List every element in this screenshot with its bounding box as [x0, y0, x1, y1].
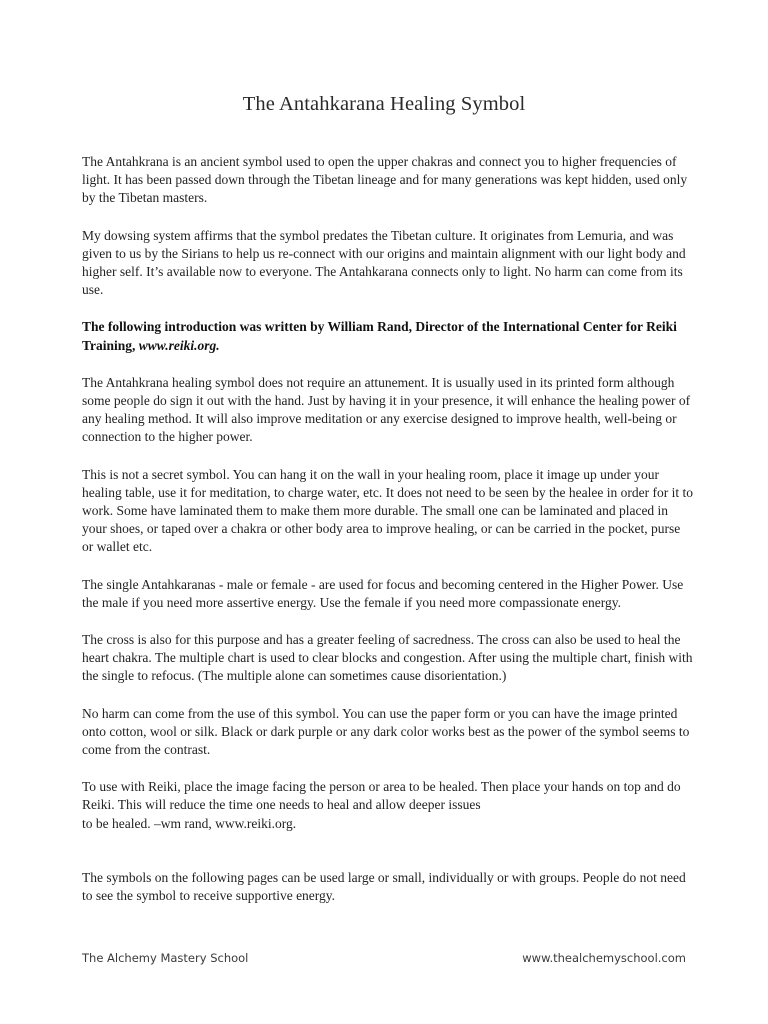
paragraph-dowsing-system: My dowsing system affirms that the symbol predates the Tibetan culture. It originates from Lemuria, and was given to us by the Sirians to help us re-connect with our origins and maintain alignment with our light body and higher self. It’s available now to everyone. The Antahkarana connects only to light. No harm can come from its use. [82, 227, 686, 298]
paragraph-cross-symbol: The cross is also for this purpose and has a greater feeling of sacredness. The cross can also be used to heal the heart chakra. The multiple chart is used to clear blocks and congestion. After using the multiple chart, finish with the single to refocus. (The multiple alone can sometimes cause disorientation.) [82, 632, 693, 684]
footer-website: www.thealchemyschool.com [522, 951, 686, 965]
footer-school-name: The Alchemy Mastery School [82, 951, 249, 965]
introduction-text: The following introduction was written by William Rand, Director of the International Center for Reiki Training, [82, 319, 677, 353]
paragraph-no-harm: No harm can come from the use of this symbol. You can use the paper form or you can have the image printed onto cotton, wool or silk. Black or dark purple or any dark color works best as the power of the symbol seems to come from the contrast. [82, 705, 690, 758]
introduction-url: www.reiki.org. [138, 337, 220, 353]
paragraph-not-secret: This is not a secret symbol. You can hang it on the wall in your healing room, place it image up under your healing table, use it for meditation, to charge water, etc. It does not need to be seen by the healee in order for it to work. Some have laminated them to make them more durable. The small one can be laminated and placed in your shoes, or taped over a chakra or other body area to improve healing, or can be carried in the pocket, purse or wallet etc. [82, 466, 693, 555]
document-title: The Antahkarana Healing Symbol [242, 93, 526, 115]
document-body [82, 153, 694, 905]
page-footer [82, 951, 686, 965]
paragraph-no-attunement: The Antahkrana healing symbol does not require an attunement. It is usually used in its printed form although some people do sign it out with the hand. Just by having it in your presence, it will enhance the healing power of any healing method. It will also improve meditation or any exercise designed to improve health, well-being or connection to the higher power. [82, 374, 691, 445]
introduction-attribution [82, 318, 694, 354]
paragraph-reiki-signature: to be healed. –wm rand, www.reiki.org. [82, 815, 297, 831]
paragraph-following-pages: The symbols on the following pages can be used large or small, individually or with groups. People do not need to see the symbol to receive supportive energy. [82, 869, 686, 904]
paragraph-antahkrana-origin: The Antahkrana is an ancient symbol used to open the upper chakras and connect you to higher frequencies of light. It has been passed down through the Tibetan lineage and for many generations was kept hidden, used only by the Tibetan masters. [82, 154, 688, 206]
paragraph-single-antahkaranas: The single Antahkaranas - male or female - are used for focus and becoming centered in the Higher Power. Use the male if you need more assertive energy. Use the female if you need more compassionate energy. [82, 576, 684, 610]
paragraph-reiki-use: To use with Reiki, place the image facing the person or area to be healed. Then place your hands on top and do Reiki. This will reduce the time one needs to heal and allow deeper issues [82, 779, 681, 813]
